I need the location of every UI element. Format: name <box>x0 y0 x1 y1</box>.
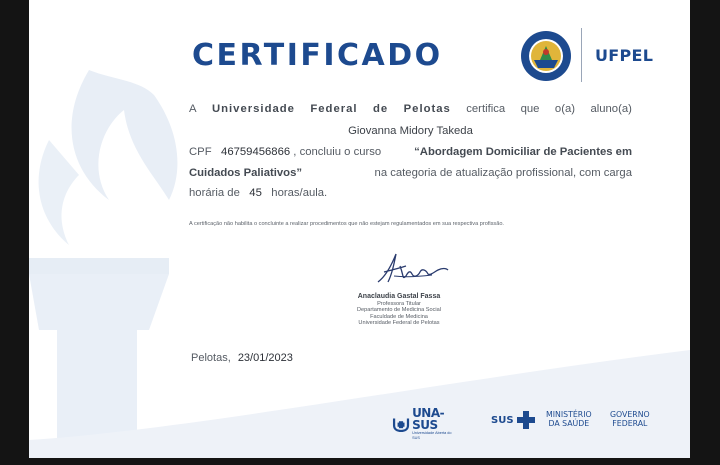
text-fragment: , concluiu o curso <box>293 146 382 158</box>
institution-word: de <box>373 103 389 115</box>
text-word: o(a) <box>554 103 575 115</box>
course-hours: 45 <box>249 187 262 199</box>
unasus-title: UNA-SUS <box>412 406 445 432</box>
course-name-part-1: “Abordagem Domiciliar de Pacientes em <box>414 146 632 158</box>
certificate-line-1 <box>189 99 632 120</box>
disclaimer-text: A certificação não habilita o concluinte a realizar procedimentos que não estejam regulamentados em sua respectiva profissão. <box>189 221 504 227</box>
text-fragment: horas/aula. <box>271 187 328 199</box>
text-word: A <box>189 103 197 115</box>
signer-role: Professora Titular <box>377 301 421 307</box>
place-label: Pelotas, <box>191 352 231 364</box>
certificate-line-3 <box>189 142 632 163</box>
unasus-logo <box>392 407 452 441</box>
text-word: que <box>520 103 540 115</box>
signer-block <box>319 292 479 326</box>
certificate-title: CERTIFICADO <box>192 38 443 73</box>
sus-text: SUS <box>491 414 514 426</box>
logo-divider <box>581 28 582 82</box>
signer-name: Anaclaudia Gastal Fassa <box>357 293 441 300</box>
cpf-value: 46759456866 <box>221 146 291 158</box>
ufpel-logo-text: UFPEL <box>595 46 654 65</box>
government-logo <box>610 411 650 428</box>
place-date <box>191 352 293 364</box>
text-word: aluno(a) <box>590 103 632 115</box>
signer-university: Universidade Federal de Pelotas <box>358 319 440 326</box>
certificate-page <box>29 0 690 458</box>
ministry-line-1: MINISTÉRIO <box>546 410 592 419</box>
issue-date: 23/01/2023 <box>237 352 293 364</box>
handwritten-signature <box>372 246 452 288</box>
unasus-symbol-icon <box>392 412 410 436</box>
institution-word: Pelotas <box>403 103 451 115</box>
unasus-subtitle: Universidade Aberta do SUS <box>412 431 452 440</box>
text-fragment: na categoria de atualização profissional, com carga <box>374 167 632 179</box>
government-line-2: FEDERAL <box>612 418 648 428</box>
certificate-line-4 <box>189 163 632 184</box>
text-word: certifica <box>466 103 506 115</box>
sus-cross-icon <box>516 410 536 430</box>
institution-word: Universidade <box>211 103 295 115</box>
course-name-part-2: Cuidados Paliativos” <box>189 167 302 179</box>
ministry-line-2: DA SAÚDE <box>548 418 590 428</box>
certificate-line-5 <box>189 183 632 204</box>
ministry-logo <box>546 411 592 428</box>
student-name: Giovanna Midory Takeda <box>348 125 473 137</box>
signer-faculty: Faculdade de Medicina <box>370 313 428 320</box>
signer-department: Departamento de Medicina Social <box>357 307 441 314</box>
sus-logo <box>491 410 536 430</box>
cpf-label: CPF <box>189 146 212 158</box>
government-line-1: GOVERNO <box>610 410 650 419</box>
seal-icon <box>520 30 572 82</box>
institution-word: Federal <box>310 103 358 115</box>
text-fragment: horária de <box>189 187 240 199</box>
